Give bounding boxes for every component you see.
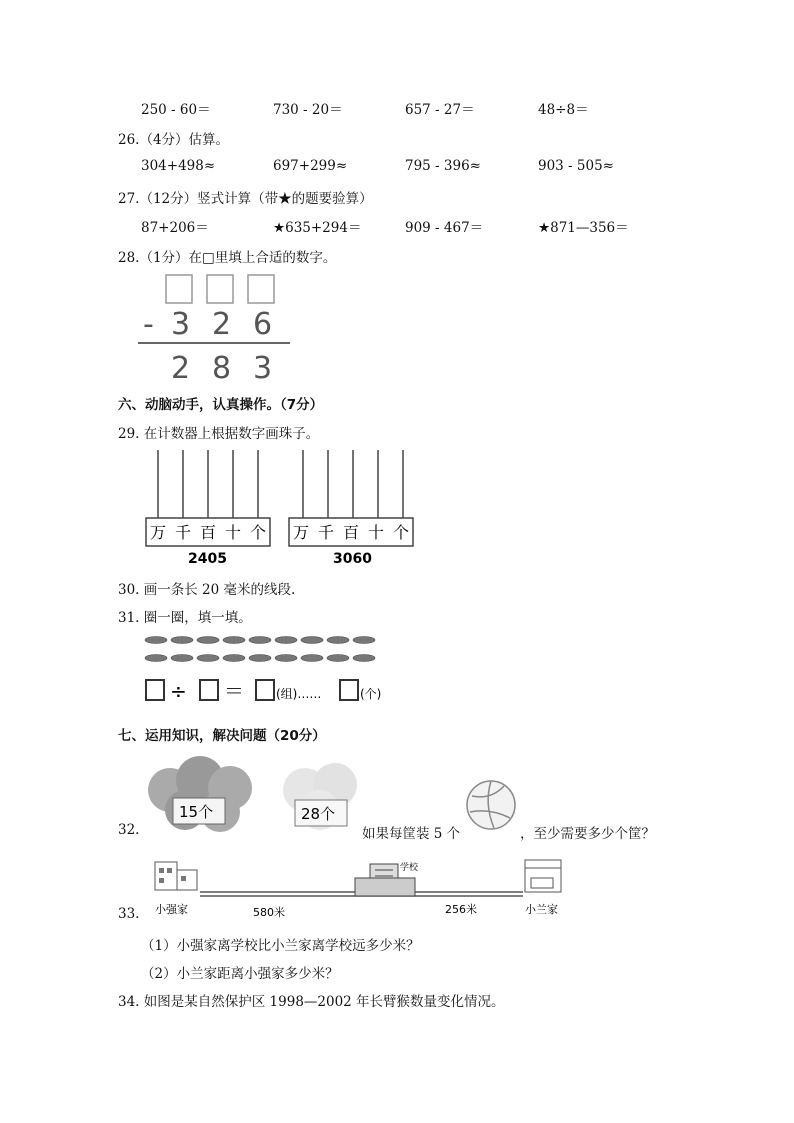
basket-1-count: 15个 <box>179 803 214 821</box>
school-label: 学校 <box>400 863 419 873</box>
blank-box-2[interactable] <box>207 275 233 303</box>
place-label: 十 <box>225 523 242 542</box>
fish-grouping-figure <box>142 630 392 712</box>
expr-4: 48÷8＝ <box>538 102 589 118</box>
digit: 3 <box>171 307 191 342</box>
estimate-3: 795 - 396≈ <box>405 158 481 174</box>
route-diagram <box>145 848 575 920</box>
ball-baskets-figure <box>145 750 365 835</box>
estimate-2: 697+299≈ <box>273 158 348 174</box>
section-7-heading: 七、运用知识，解决问题（20分） <box>118 728 326 744</box>
house-xiaolan-icon <box>525 860 561 892</box>
question-34-title: 34. 如图是某自然保护区 1998—2002 年长臂猴数量变化情况。 <box>118 994 505 1010</box>
digit: 8 <box>212 351 232 385</box>
xiaolan-home-label: 小兰家 <box>525 903 558 916</box>
question-28-title: 28.（1分）在□里填上合适的数字。 <box>118 250 337 266</box>
calc-4: ★871—356＝ <box>538 220 629 236</box>
blank-box-divisor[interactable] <box>200 680 218 700</box>
abacus-number: 2405 <box>188 551 227 567</box>
estimate-4: 903 - 505≈ <box>538 158 614 174</box>
digit: 2 <box>212 307 232 342</box>
place-label: 万 <box>293 523 310 542</box>
minus-sign: - <box>143 307 154 342</box>
blank-box-1[interactable] <box>166 275 192 303</box>
digit: 3 <box>253 351 273 385</box>
question-31-title: 31. 圈一圈，填一填。 <box>118 610 252 626</box>
volleyball-icon <box>464 778 518 832</box>
basket-2-count: 28个 <box>301 805 336 823</box>
place-label: 百 <box>200 523 217 542</box>
abacus-1[interactable] <box>146 450 270 567</box>
expr-1: 250 - 60＝ <box>141 102 211 118</box>
question-27-title: 27.（12分）竖式计算（带★的题要验算） <box>118 191 373 207</box>
calc-2: ★635+294＝ <box>273 220 362 236</box>
blank-box-dividend[interactable] <box>146 680 164 700</box>
place-label: 个 <box>250 523 267 542</box>
abacus-pair <box>140 445 420 570</box>
question-32-text-1: 如果每筐装 5 个 <box>362 826 461 842</box>
question-33-sub-1: （1）小强家离学校比小兰家离学校远多少米？ <box>141 938 420 954</box>
calc-3: 909 - 467＝ <box>405 220 484 236</box>
subtraction-puzzle <box>135 270 295 385</box>
question-30-title: 30. 画一条长 20 毫米的线段. <box>118 582 296 598</box>
estimate-1: 304+498≈ <box>141 158 216 174</box>
place-label: 百 <box>343 523 360 542</box>
basket-2 <box>283 763 357 830</box>
question-29-title: 29. 在计数器上根据数字画珠子。 <box>118 426 320 442</box>
distance-2-label: 256米 <box>445 903 477 916</box>
expr-2: 730 - 20＝ <box>273 102 343 118</box>
blank-box-quotient[interactable] <box>256 680 274 700</box>
place-label: 千 <box>175 523 192 542</box>
section-6-heading: 六、动脑动手，认真操作。（7分） <box>118 397 324 413</box>
blank-box-3[interactable] <box>248 275 274 303</box>
basket-1 <box>148 756 252 832</box>
question-32-number: 32. <box>118 822 140 838</box>
house-xiaoqiang-icon <box>155 862 197 890</box>
fish-row-1 <box>145 637 375 644</box>
expr-3: 657 - 27＝ <box>405 102 475 118</box>
place-label: 个 <box>393 523 410 542</box>
fish-row-2 <box>145 655 375 662</box>
digit: 6 <box>253 307 273 342</box>
place-label: 万 <box>150 523 167 542</box>
abacus-number: 3060 <box>333 551 372 567</box>
question-33-sub-2: （2）小兰家距离小强家多少米？ <box>141 966 339 982</box>
digit: 2 <box>171 351 191 385</box>
question-32-text-2: ，至少需要多少个筐？ <box>520 826 655 842</box>
distance-1-label: 580米 <box>253 906 285 919</box>
xiaoqiang-home-label: 小强家 <box>155 903 188 916</box>
divide-sign: ÷ <box>170 679 187 703</box>
calc-1: 87+206＝ <box>141 220 209 236</box>
equals-sign: ＝ <box>224 679 244 703</box>
blank-box-remainder[interactable] <box>340 680 358 700</box>
place-label: 千 <box>318 523 335 542</box>
abacus-2[interactable] <box>289 450 413 567</box>
unit-label: (个) <box>360 687 382 701</box>
place-label: 十 <box>368 523 385 542</box>
question-33-number: 33. <box>118 906 140 922</box>
question-26-title: 26.（4分）估算。 <box>118 132 230 148</box>
group-label: (组)…… <box>276 687 322 701</box>
